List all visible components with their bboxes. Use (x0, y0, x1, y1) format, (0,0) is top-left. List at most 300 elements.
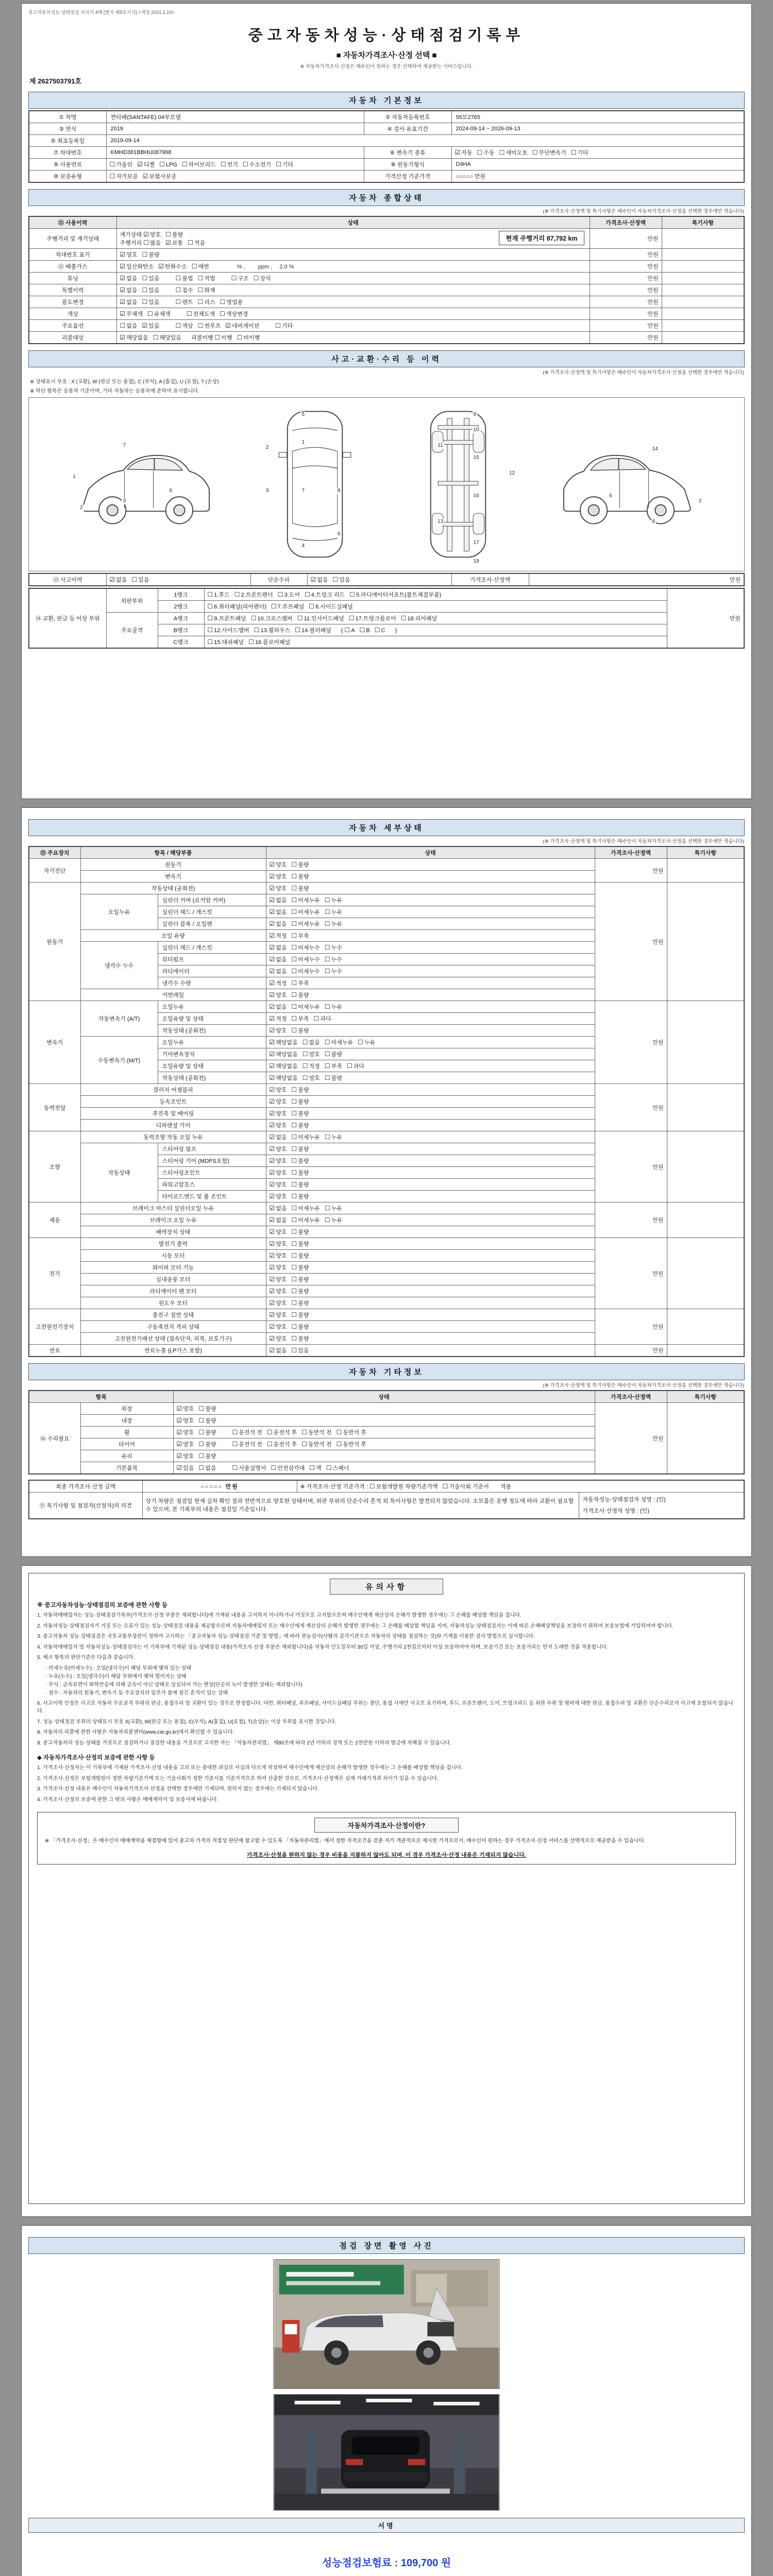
checkbox-label: 없음 (309, 1040, 320, 1046)
checkbox-label: 렌트 (182, 299, 193, 306)
table-cell (80, 1226, 266, 1238)
table-cell (364, 147, 451, 159)
option-group (270, 1182, 314, 1188)
checkbox-icon: ☐ (302, 1062, 308, 1070)
table-cell (266, 1060, 595, 1072)
option-group (176, 287, 220, 294)
checkbox-label: 누수 (331, 945, 342, 951)
panel-number: 10 (473, 427, 479, 433)
table-cell (158, 588, 204, 601)
checkbox-checked (270, 1192, 287, 1200)
checkbox-label: 양호 (276, 1241, 287, 1247)
option-group (120, 287, 164, 294)
cell-text: 오일누유 (162, 1004, 184, 1010)
table-cell (266, 859, 595, 871)
checkbox-label: 리스 (204, 299, 215, 306)
insurance-fee-line (28, 2554, 745, 2569)
option-group (270, 897, 347, 904)
lift-platform (321, 2488, 450, 2494)
cell-text: 튜닝 (67, 276, 78, 282)
table-cell (204, 613, 667, 624)
checkbox-icon: ☐ (277, 591, 283, 598)
checkbox-label: 없음 (276, 897, 287, 904)
table-cell (173, 1450, 595, 1462)
table-row (29, 296, 744, 308)
checkbox-icon: ☐ (198, 1429, 205, 1436)
panel-number: 15 (473, 454, 479, 461)
cell-text: 연료누출 (LP가스 포함) (144, 1348, 202, 1354)
checkbox-label: 없음 (126, 276, 138, 282)
checkbox-unchecked (192, 262, 209, 270)
cell-text: 파워고압호스 (162, 1182, 195, 1188)
table-row (29, 308, 744, 320)
option-group (270, 969, 347, 975)
table-cell (158, 1072, 266, 1084)
checkbox-unchecked (477, 148, 495, 157)
checkbox-unchecked (110, 160, 133, 168)
panel-number: 9 (473, 411, 477, 417)
table-cell (451, 123, 744, 135)
option-group (270, 1300, 314, 1307)
checkbox-icon: ☑ (269, 1347, 275, 1354)
table-cell (80, 1333, 266, 1345)
checkbox-icon: ☐ (348, 615, 355, 622)
cell-text: ⑦ 차대번호 (53, 150, 82, 156)
table-cell (590, 332, 662, 344)
checkbox-icon: ☐ (291, 1122, 297, 1129)
checkbox-icon: ☐ (499, 149, 505, 156)
checkbox-label: 양호 (183, 1418, 194, 1424)
table-cell (29, 859, 80, 883)
checkbox-unchecked (369, 1482, 438, 1490)
checkbox-unchecked (325, 1038, 353, 1046)
garage-floor (274, 2348, 499, 2388)
checkbox-label: 이행 (221, 335, 232, 341)
checkbox-unchecked (292, 1251, 309, 1260)
checkbox-unchecked (254, 274, 271, 282)
panel-number: 1 (301, 439, 305, 445)
checkbox-label: 불량 (205, 1442, 216, 1448)
checkbox-unchecked (443, 1482, 489, 1490)
cell-text: 변속기 (165, 874, 181, 880)
cell-text: D4HA (456, 161, 471, 167)
checkbox-label: 스패너 (332, 1465, 349, 1471)
option-group (176, 276, 220, 282)
section-basic-info-title: 자동차 기본정보 (28, 92, 745, 109)
checkbox-label: 양호 (183, 1430, 194, 1436)
table-row (29, 1131, 744, 1143)
checkbox-unchecked (347, 1062, 364, 1070)
table-cell (80, 1274, 266, 1285)
cell-text: 동력조향 작동 오일 누유 (143, 1134, 203, 1141)
table-cell (173, 1462, 595, 1475)
cell-text: ⑧ 원동기형식 (390, 162, 425, 168)
checkbox-label: 기타 (577, 150, 589, 156)
checkbox-icon: ☐ (400, 615, 407, 622)
panel-number: 2 (80, 505, 83, 511)
table-cell (116, 308, 590, 320)
checkbox-icon: ☑ (269, 1181, 275, 1188)
checkbox-checked (270, 991, 287, 999)
cell-text: 만원 (647, 299, 659, 306)
table-cell (116, 273, 590, 284)
cell-text: 만원 (652, 1105, 664, 1111)
checkbox-icon: ☐ (266, 1429, 273, 1436)
checkbox-icon: ☐ (291, 1347, 297, 1354)
checkbox-icon: ☑ (269, 861, 275, 868)
checkbox-label: 불량 (298, 1158, 309, 1164)
table-cell (29, 249, 116, 261)
checkbox-label: 누수 (331, 957, 342, 963)
checkbox-unchecked (325, 1204, 342, 1212)
panel-number: 17 (473, 539, 479, 546)
checkbox-icon: ☐ (295, 626, 301, 634)
table-cell (142, 1493, 579, 1519)
table-cell (80, 1001, 158, 1037)
panel-number: 18 (473, 558, 479, 565)
checkbox-icon: ☐ (291, 885, 297, 892)
checkbox-label: 해당없음 (276, 1075, 298, 1081)
checkbox-label: 동반석 전 (308, 1442, 332, 1448)
table-cell (266, 846, 595, 859)
insurance-fee-value: 109,700 원 (400, 2557, 451, 2569)
checkbox-icon: ☐ (291, 1240, 297, 1247)
checkbox-checked (120, 274, 138, 282)
table-row (29, 332, 744, 344)
table-cell (266, 1238, 595, 1250)
cell-text: 실린더 헤드 / 개스킷 (162, 945, 212, 951)
cell-text: 가격산정 기준가격 (384, 174, 431, 180)
checkbox-icon: ☐ (198, 1417, 205, 1424)
cell-text: 주행거리 및 계기상태 (46, 236, 99, 242)
cell-text: ⑪ 사용이력 (58, 220, 88, 226)
checkbox-label: 불량 (298, 1229, 309, 1235)
checkbox-label: 없음 (276, 921, 287, 927)
checkbox-icon: ☐ (198, 1464, 205, 1471)
table-cell (158, 613, 204, 624)
panel-number: 12 (509, 470, 515, 477)
cell-text: 만원 (652, 939, 664, 945)
table-cell (266, 1345, 595, 1357)
checkbox-icon: ☐ (142, 298, 148, 306)
checkbox-icon: ☐ (291, 968, 297, 975)
price-definition-box (37, 1812, 736, 1865)
checkbox-label: 있음 (183, 1465, 194, 1471)
notice-item: 8. 자동차의 리콜에 관한 사항은 자동차리콜센터(www.car.go.kr)에서 확인할 수 있습니다. (37, 1730, 234, 1735)
checkbox-checked (270, 1086, 287, 1094)
checkbox-checked (270, 943, 287, 952)
checkbox-label: 누유 (331, 909, 342, 916)
checkbox-label: 불량 (298, 1324, 309, 1330)
option-group (270, 1170, 314, 1176)
table-cell (662, 296, 744, 308)
table-cell (529, 573, 744, 586)
checkbox-checked (177, 1440, 194, 1448)
table-cell (106, 123, 364, 135)
option-group (270, 1111, 314, 1117)
cell-text: 외판부위 (121, 598, 143, 604)
checkbox-checked (270, 1074, 298, 1082)
checkbox-checked (225, 321, 259, 330)
panel-number: 8 (337, 487, 341, 494)
checkbox-unchecked (120, 321, 138, 330)
table-cell (158, 1048, 266, 1060)
checkbox-label: 해당없음 (126, 335, 148, 341)
checkbox-unchecked (176, 274, 193, 282)
final-price-table (28, 1480, 745, 1519)
checkbox-icon: ☐ (254, 626, 260, 634)
checkbox-label: 있음 (148, 287, 160, 294)
checkbox-icon: ☐ (302, 1039, 308, 1046)
checkbox-label: 운전석 전 (239, 1442, 262, 1448)
table-cell (266, 1250, 595, 1262)
cell-text: 외장 (121, 1406, 132, 1412)
option-group (120, 323, 164, 329)
checkbox-unchecked (292, 860, 309, 869)
cell-text: 만원 (647, 236, 659, 242)
option-group (208, 616, 442, 622)
checkbox-label: 무단변속기 (539, 150, 566, 156)
cell-text: 유리 (121, 1453, 132, 1460)
checkbox-icon: ☐ (207, 591, 213, 598)
table-cell (595, 1403, 667, 1475)
checkbox-icon: ☐ (291, 979, 297, 987)
checkbox-checked (270, 1121, 287, 1129)
checkbox-label: 구조 (238, 276, 249, 282)
checkbox-unchecked (221, 160, 238, 168)
checkbox-label: 8.사이드실패널 (315, 604, 353, 610)
checkbox-icon: ☐ (301, 1440, 307, 1448)
checkbox-label: 부족 (298, 980, 309, 987)
checkbox-label: 없음 (276, 1217, 287, 1224)
checkbox-icon: ☐ (175, 322, 181, 329)
table-cell (29, 159, 106, 171)
checkbox-icon: ☐ (349, 591, 355, 598)
checkbox-checked (270, 1062, 298, 1070)
checkbox-icon: ☑ (120, 263, 126, 270)
checkbox-unchecked (292, 908, 320, 916)
cell-text: 만원 (647, 276, 659, 282)
table-cell (250, 573, 307, 586)
checkbox-checked (158, 262, 187, 270)
checkbox-unchecked (271, 1464, 305, 1472)
table-cell (266, 1001, 595, 1013)
checkbox-checked (270, 1311, 287, 1319)
checkbox-label: 미세누수 (298, 969, 320, 975)
table-cell (590, 296, 662, 308)
checkbox-icon: ☐ (250, 615, 257, 622)
section-misc-info-title: 자동차 기타정보 (28, 1363, 745, 1380)
checkbox-unchecked (199, 1464, 216, 1472)
state-code-legend: ※ 상태표시 부호 : X (교환), W (판금 또는 용접), C (부식), A (흠집), U (요철), T (손상) (30, 379, 219, 385)
checkbox-label: 불량 (205, 1453, 216, 1460)
notice-section2-items (37, 1764, 736, 1804)
table-cell (80, 1143, 158, 1202)
table-row (29, 171, 744, 183)
option-group (208, 592, 446, 598)
table-cell (29, 1238, 80, 1309)
checkbox-label: 세미오토 (506, 150, 528, 156)
cell-text: 자동차성능·상태점검자 성명 : (인) (582, 1497, 666, 1503)
panel-number: 2 (698, 498, 702, 504)
checkbox-checked (143, 172, 177, 180)
table-cell (29, 1391, 173, 1403)
cell-text: ⑥ 변속기 종류 (390, 150, 426, 156)
option-group (120, 264, 214, 270)
document-title: 중고자동차성능·상태점검기록부 (248, 27, 525, 44)
table-cell (667, 1131, 744, 1202)
checkbox-label: 미세누수 (298, 945, 320, 951)
checkbox-label: 장치 (260, 276, 271, 282)
checkbox-unchecked (325, 1133, 342, 1141)
table-cell (29, 123, 106, 135)
option-group (270, 874, 314, 880)
option-group (270, 909, 347, 916)
checkbox-icon: ☐ (220, 310, 225, 317)
checkbox-icon: ☐ (291, 861, 297, 868)
notice-item: 4. 자동차매매업자 및 자동차성능·상태점검자는 이 기록부에 기재된 성능·상태점검 내용(가격조사·산정 부분은 제외합니다)을 자동차 인도일부터 30일 이상, 주행거리 2천킬로미터 이상 보증하여야 하며, 보증기간 또는 보증거리는 먼저 도래한 것을 적용합니다. (37, 1644, 608, 1650)
lift-column-right (454, 2434, 465, 2502)
checkbox-label: 미세누수 (298, 957, 320, 963)
checkbox-label: 없음 (276, 1134, 287, 1141)
checkbox-unchecked (292, 1287, 309, 1295)
table-cell (667, 588, 744, 648)
checkbox-icon: ☐ (324, 944, 330, 951)
table-cell (29, 147, 106, 159)
checkbox-unchecked (292, 1263, 309, 1272)
cell-text: 클러치 어셈블리 (153, 1087, 193, 1093)
checkbox-checked (143, 230, 161, 239)
table-cell (667, 1001, 744, 1084)
checkbox-icon: ☐ (142, 275, 148, 282)
checkbox-icon: ☐ (131, 576, 138, 583)
checkbox-icon: ☐ (291, 1299, 297, 1307)
checkbox-icon: ☐ (324, 1003, 330, 1010)
checkbox-label: 보험사보증 (149, 174, 177, 180)
option-group (270, 1265, 314, 1271)
misc-info-note: (※ 가격조사·산정액 및 특기사항은 매수인이 자동차가격조사·산정을 선택한 경우에만 적습니다) (543, 1383, 744, 1388)
cell-text: 커먼레일 (162, 992, 184, 998)
checkbox-checked (270, 1251, 287, 1260)
checkbox-unchecked (110, 172, 138, 180)
table-cell (667, 846, 744, 859)
checkbox-label: 유채색 (154, 311, 171, 317)
checkbox-label: 부족 (331, 1063, 342, 1070)
checkbox-label: 누수 (331, 969, 342, 975)
checkbox-icon: ☑ (269, 1098, 275, 1105)
checkbox-icon: ☐ (291, 1110, 297, 1117)
checkbox-icon: ☐ (374, 626, 380, 634)
checkbox-label: 적정 (276, 980, 287, 987)
checkbox-icon: ☑ (120, 334, 126, 341)
option-group (120, 276, 164, 282)
checkbox-label: 4.트렁크 리드 (311, 592, 345, 598)
checkbox-label: 불량 (298, 1241, 309, 1247)
cell-text: 가격조사·산정액 (605, 220, 646, 226)
table-cell (116, 332, 590, 344)
table-cell (266, 918, 595, 930)
table-cell (297, 1480, 744, 1493)
checkbox-label: 부족 (298, 1016, 309, 1022)
checkbox-checked (270, 1263, 287, 1272)
notice-item: 1. 자동차매매업자는 성능·상태점검기록부(가격조사·산정 부분은 제외합니다)에 기재된 내용을 고지하지 아니하거나 거짓으로 고지함으로써 매수인에게 재산상의 손해가 발생한 경우에는 그 손해를 배상할 책임을 집니다. (37, 1613, 522, 1618)
checkbox-checked (270, 1050, 298, 1058)
checkbox-icon: ☐ (231, 275, 237, 282)
cell-text: ① 차명 (59, 114, 77, 121)
table-cell (266, 965, 595, 977)
checkbox-checked (270, 1145, 287, 1153)
checkbox-label: 색상 (182, 323, 193, 329)
checkbox-checked (270, 1228, 287, 1236)
checkbox-unchecked (292, 1086, 309, 1094)
cell-text: 충전구 절연 상태 (152, 1312, 194, 1318)
table-cell (80, 1108, 266, 1120)
table-cell (266, 1321, 595, 1333)
table-cell (266, 1226, 595, 1238)
cell-text: 냉각수 누수 (104, 962, 134, 969)
table-cell (595, 1238, 667, 1309)
checkbox-icon: ☑ (269, 1074, 275, 1081)
checkbox-checked (270, 1240, 287, 1248)
table-cell (173, 1415, 595, 1427)
checkbox-label: 적음 (194, 240, 206, 246)
basic-info-table (28, 110, 745, 183)
table-cell (29, 1202, 80, 1238)
checkbox-unchecked (292, 1204, 320, 1212)
table-cell (80, 846, 266, 859)
table-cell (595, 1202, 667, 1238)
checkbox-icon: ☐ (276, 161, 281, 168)
checkbox-label: 있음 (138, 577, 149, 583)
table-cell (80, 1345, 266, 1357)
checkbox-label: 디젤 (143, 162, 155, 168)
checkbox-unchecked (292, 991, 309, 999)
checkbox-label: 양호 (276, 874, 287, 880)
checkbox-unchecked (292, 1097, 309, 1106)
table-cell (204, 624, 667, 636)
cell-text: 특별이력 (61, 287, 84, 294)
table-cell (29, 171, 106, 183)
checkbox-icon: ☐ (324, 908, 330, 916)
checkbox-icon: ☑ (269, 920, 275, 927)
checkbox-icon: ☑ (269, 1027, 275, 1034)
checkbox-unchecked (176, 286, 193, 294)
panel-number: 7 (301, 487, 305, 494)
cell-text: 워터펌프 (162, 957, 184, 963)
checkbox-unchecked (292, 955, 320, 963)
option-group (270, 1336, 314, 1342)
checkbox-icon: ☐ (175, 275, 181, 282)
cell-text: ④ 검사 유효기간 (387, 126, 428, 132)
table-cell (29, 1493, 142, 1519)
table-cell (266, 1025, 595, 1037)
table-row (29, 123, 744, 135)
table-cell (29, 1001, 80, 1084)
cell-text: 만원 (647, 287, 659, 294)
checkbox-unchecked (198, 286, 215, 294)
option-group (270, 1241, 314, 1247)
checkbox-checked (270, 1334, 287, 1343)
checkbox-label: 3.도어 (284, 592, 300, 598)
checkbox-checked (165, 239, 183, 247)
table-cell (29, 573, 106, 586)
checkbox-unchecked (165, 230, 183, 239)
checkbox-unchecked (199, 1404, 216, 1413)
table-cell (106, 135, 744, 147)
checkbox-unchecked (303, 1062, 320, 1070)
cell-text: ⑭ 교환, 판금 등 이상 부위 (35, 616, 100, 622)
checkbox-label: 운전석 후 (273, 1430, 297, 1436)
